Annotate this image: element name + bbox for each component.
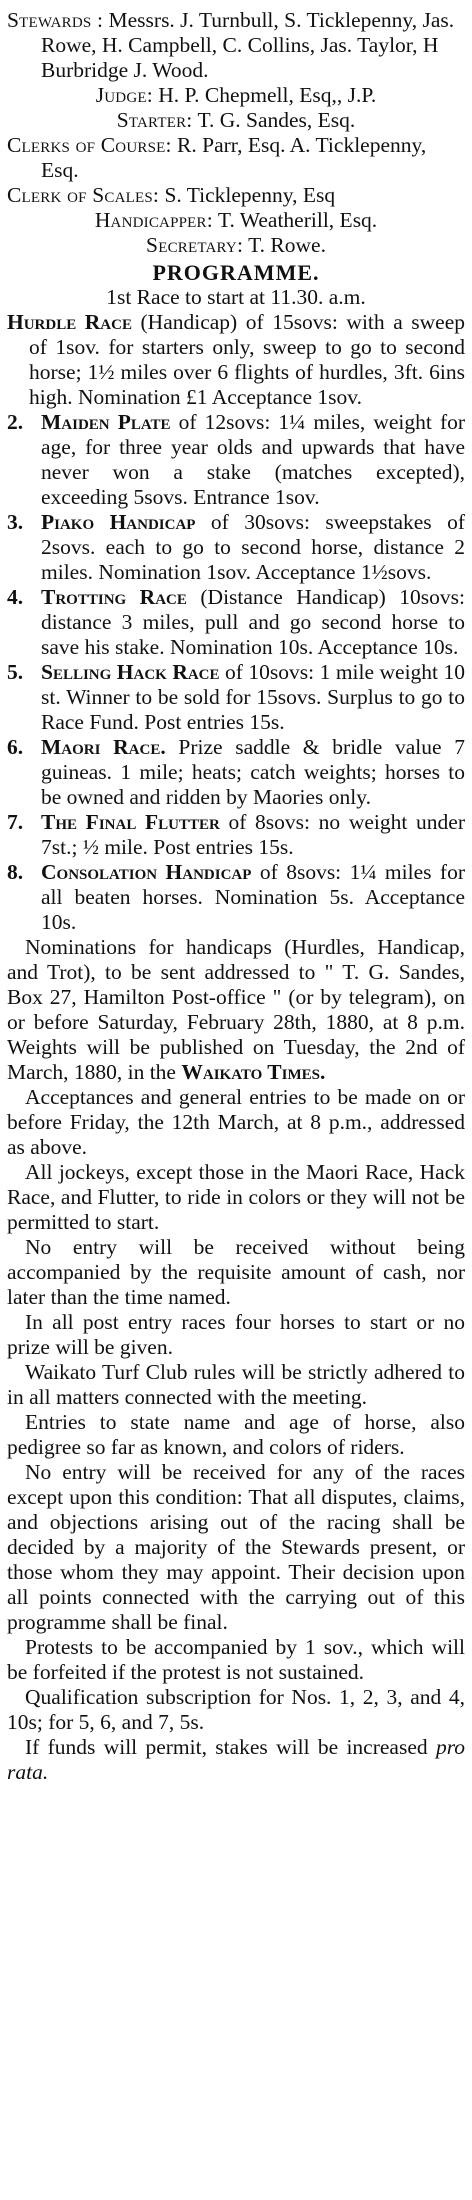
starter-name: T. G. Sandes, Esq.: [197, 108, 356, 132]
race-number: 3.: [7, 510, 24, 534]
clerk-of-scales-name: S. Ticklepenny, Esq: [164, 183, 336, 207]
starter-line: [7, 108, 465, 133]
race-item: [7, 660, 465, 735]
race-item: [7, 810, 465, 860]
funds-text: If funds will permit, stakes will be increased: [25, 1735, 428, 1759]
race-item: [7, 310, 465, 410]
race-name: Maiden Plate: [41, 410, 171, 434]
race-name: Maori Race.: [41, 735, 166, 759]
race-item: [7, 735, 465, 810]
race-item: [7, 860, 465, 935]
clerk-of-scales-label: Clerk of Scales:: [7, 183, 160, 207]
race-details: (Handicap) of 15sovs: with a sweep of 1sov. for starters only, sweep to go to second horse; 1½ miles over 6 flights of hurdles, 3ft. 6ins high. Nomination £1 Acceptance 1sov.: [29, 310, 466, 409]
first-race-time: 1st Race to start at 11.30. a.m.: [106, 285, 366, 309]
race-number: 7.: [7, 810, 24, 834]
nominations-paragraph: [7, 935, 465, 1085]
pro-rata-text: pro rata.: [7, 1735, 466, 1784]
programme-section: [7, 260, 465, 935]
race-details: of 8sovs: no weight under 7st.; ½ mile. Post entries 15s.: [41, 810, 465, 859]
clerk-of-scales-line: [7, 183, 465, 208]
race-name: Hurdle Race: [7, 310, 132, 334]
officials-section: [7, 8, 465, 258]
race-name: The Final Flutter: [41, 810, 220, 834]
entries-paragraph: Entries to state name and age of horse, also pedigree so far as known, and colors of riders.: [7, 1410, 465, 1459]
post-entry-paragraph: In all post entry races four horses to start or no prize will be given.: [7, 1310, 465, 1359]
race-item: [7, 410, 465, 510]
clerks-of-course-names: R. Parr, Esq. A. Ticklepenny, Esq.: [41, 133, 427, 182]
secretary-label: Secretary:: [146, 233, 244, 257]
funds-paragraph: [7, 1735, 465, 1785]
race-details: of 8sovs: 1¼ miles for all beaten horses. Nomination 5s. Acceptance 10s.: [41, 860, 465, 934]
judge-name: H. P. Chepmell, Esq,, J.P.: [158, 83, 377, 107]
cash-entry-paragraph: No entry will be received without being accompanied by the requisite amount of cash, nor later than the time named.: [7, 1235, 465, 1309]
qualification-paragraph: Qualification subscription for Nos. 1, 2, 3, and 4, 10s; for 5, 6, and 7, 5s.: [7, 1685, 465, 1734]
clerks-of-course-label: Clerks of Course:: [7, 133, 172, 157]
secretary-name: T. Rowe.: [248, 233, 326, 257]
jockeys-paragraph: All jockeys, except those in the Maori Race, Hack Race, and Flutter, to ride in colors or they will not be permitted to start.: [7, 1160, 465, 1234]
acceptances-paragraph: Acceptances and general entries to be made on or before Friday, the 12th March, at 8 p.m., addressed as above.: [7, 1085, 465, 1159]
race-name: Selling Hack Race: [41, 660, 220, 684]
race-name: Consolation Handicap: [41, 860, 252, 884]
newspaper-name: Waikato Times.: [181, 1060, 326, 1084]
race-number: 8.: [7, 860, 24, 884]
race-details: (Distance Handicap) 10sovs: distance 3 miles, pull and go second horse to save his stake. Nomination 10s. Acceptance 10s.: [41, 585, 466, 659]
starter-label: Starter:: [116, 108, 193, 132]
race-number: 4.: [7, 585, 24, 609]
race-details: of 30sovs: sweepstakes of 2sovs. each to go to second horse, distance 2 miles. Nomination 1sov. Acceptance 1½sovs.: [41, 510, 465, 584]
clerks-of-course-line: [7, 133, 465, 183]
judge-line: [7, 83, 465, 108]
race-item: [7, 585, 465, 660]
judge-label: Judge:: [95, 83, 153, 107]
race-item: [7, 510, 465, 585]
race-details: of 10sovs: 1 mile weight 10 st. Winner to be sold for 15sovs. Surplus to go to Race Fund. Post entries 15s.: [41, 660, 466, 734]
race-details: of 12sovs: 1¼ miles, weight for age, for three year olds and upwards that have never won a stake (matches excepted), exceeding 5sovs. Entrance 1sov.: [41, 410, 466, 509]
race-number: 6.: [7, 735, 24, 759]
handicapper-line: [7, 208, 465, 233]
race-number: 2.: [7, 410, 24, 434]
programme-heading: PROGRAMME.: [152, 260, 320, 285]
disputes-paragraph: No entry will be received for any of the races except upon this condition: That all disputes, claims, and objections arising out of the racing shall be decided by a majority of the Stewards present, or those whom they may appoint. Their decision upon all points connected with the carrying out of this programme shall be final.: [7, 1460, 465, 1634]
rules-paragraph: Waikato Turf Club rules will be strictly adhered to in all matters connected with the meeting.: [7, 1360, 465, 1409]
handicapper-name: T. Weatherill, Esq.: [217, 208, 378, 232]
race-name: Trotting Race: [41, 585, 187, 609]
race-number: 5.: [7, 660, 24, 684]
nominations-text: Nominations for handicaps (Hurdles, Handicap, and Trot), to be sent addressed to " T. G. Sandes, Box 27, Hamilton Post-office " (or by telegram), on or before Saturday, February 28th, 1880, at 8 p.m. Weights will be published on Tuesday, the 2nd of March, 1880, in the: [7, 935, 465, 1084]
protests-paragraph: Protests to be accompanied by 1 sov., which will be forfeited if the protest is not sustained.: [7, 1635, 465, 1684]
secretary-line: [7, 233, 465, 258]
race-details: Prize saddle & bridle value 7 guineas. 1 mile; heats; catch weights; horses to be owned and ridden by Maories only.: [41, 735, 465, 809]
conditions-section: [7, 935, 465, 1785]
stewards-line: [7, 8, 465, 83]
stewards-names: Messrs. J. Turnbull, S. Ticklepenny, Jas. Rowe, H. Campbell, C. Collins, Jas. Taylor, H Burbridge J. Wood.: [41, 8, 455, 82]
handicapper-label: Handicapper:: [94, 208, 213, 232]
stewards-label: Stewards :: [7, 8, 104, 32]
race-name: Piako Handicap: [41, 510, 196, 534]
